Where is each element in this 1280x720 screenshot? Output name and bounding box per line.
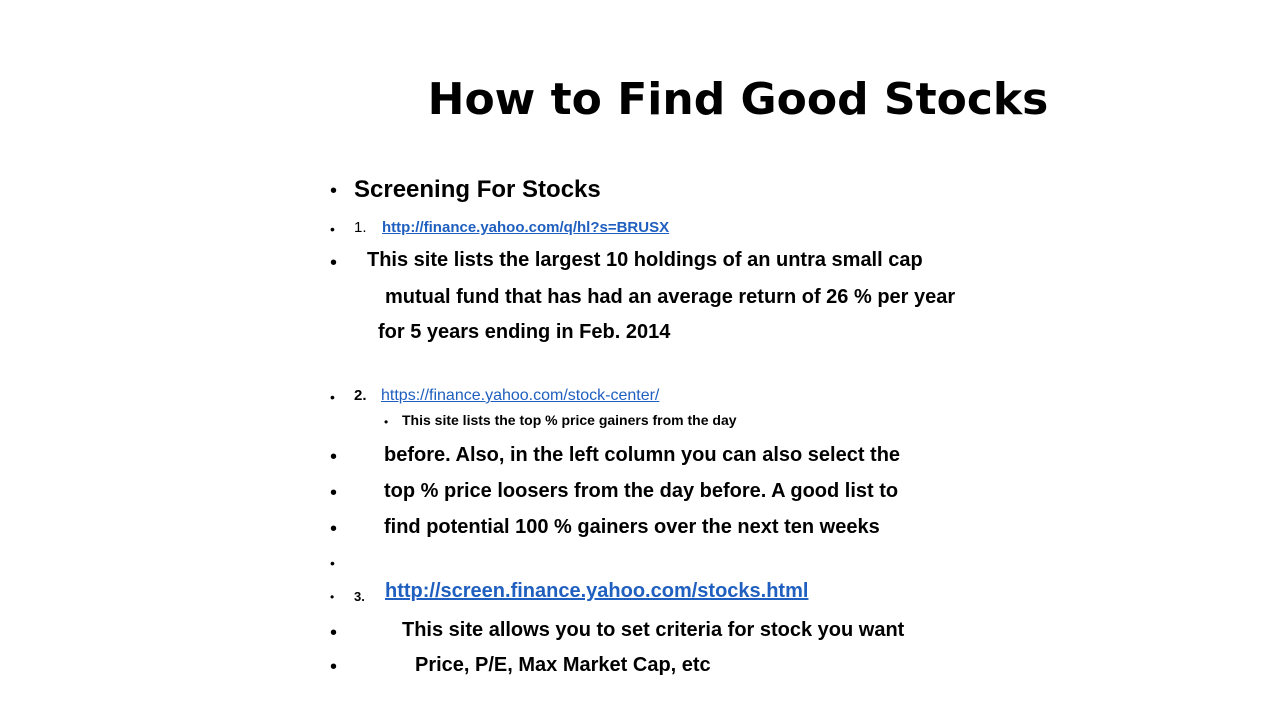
item-number: 1. (354, 219, 367, 236)
bullet-icon: • (330, 446, 338, 468)
bullet-icon: • (330, 590, 335, 604)
item1-desc-line: mutual fund that has had an average return of 26 % per year (385, 286, 956, 308)
bullet-icon: • (384, 415, 389, 429)
bullet-icon: • (330, 656, 338, 678)
item1-desc-line: This site lists the largest 10 holdings of an untra small cap (367, 249, 923, 271)
item2-desc-line: top % price loosers from the day before. A good list to (384, 480, 899, 502)
item3-desc-line: Price, P/E, Max Market Cap, etc (415, 654, 711, 676)
slide-title: How to Find Good Stocks (427, 74, 1049, 125)
item3-desc-line: This site allows you to set criteria for stock you want (402, 619, 905, 641)
item2-desc-line: find potential 100 % gainers over the next ten weeks (384, 516, 880, 538)
item-number: 3. (354, 589, 365, 604)
bullet-icon: • (330, 389, 335, 405)
bullet-icon: • (330, 482, 338, 504)
item2-desc-line: before. Also, in the left column you can also select the (384, 444, 901, 466)
item2-sub-text: This site lists the top % price gainers from the day (402, 412, 737, 428)
item2-link[interactable]: https://finance.yahoo.com/stock-center/ (381, 387, 660, 404)
bullet-icon: • (330, 622, 338, 644)
bullet-icon: • (330, 252, 338, 274)
item1-desc-line: for 5 years ending in Feb. 2014 (378, 321, 671, 343)
bullet-icon: • (330, 221, 335, 237)
bullet-icon: • (330, 518, 338, 540)
bullet-icon: • (330, 180, 338, 202)
section-heading: Screening For Stocks (354, 176, 601, 203)
item-number: 2. (354, 387, 367, 404)
item1-link[interactable]: http://finance.yahoo.com/q/hl?s=BRUSX (382, 219, 670, 236)
item3-link[interactable]: http://screen.finance.yahoo.com/stocks.html (385, 580, 809, 602)
bullet-icon: • (330, 555, 335, 571)
